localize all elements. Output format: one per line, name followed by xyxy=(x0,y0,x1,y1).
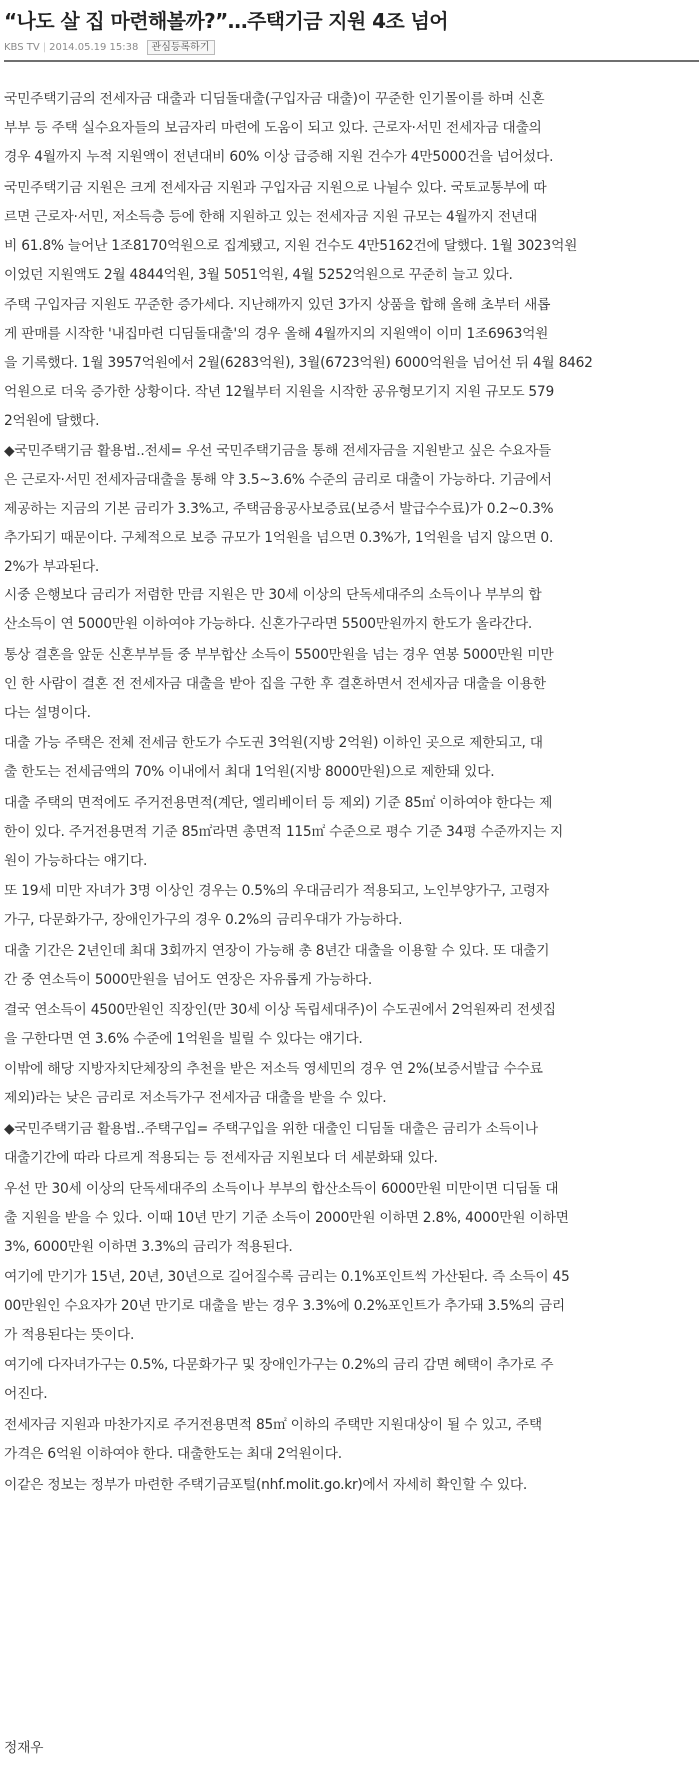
title-divider xyxy=(4,60,699,62)
paragraph-line: 3%, 6000만원 이하면 3.3%의 금리가 적용된다. xyxy=(4,1239,293,1255)
paragraph-line: 이같은 정보는 정부가 마련한 주택기금포털(nhf.molit.go.kr)에서 자세히 확인할 수 있다. xyxy=(4,1477,528,1493)
paragraph-line: 게 판매를 시작한 '내집마련 디딤돌대출'의 경우 올해 4월까지의 지원액이 이미 1조6963억원 xyxy=(4,326,549,342)
paragraph-line: 대출 가능 주택은 전체 전세금 한도가 수도권 3억원(지방 2억원) 이하인 곳으로 제한되고, 대 xyxy=(4,735,543,751)
interest-register-button[interactable]: 관심등록하기 xyxy=(147,40,215,55)
article-author: 정재우 xyxy=(4,1740,44,1756)
paragraph-line: 가격은 6억원 이하여야 한다. 대출한도는 최대 2억원이다. xyxy=(4,1446,342,1462)
paragraph-line: 제외)라는 낮은 금리로 저소득가구 전세자금 대출을 받을 수 있다. xyxy=(4,1090,387,1106)
article-paragraph xyxy=(4,1263,692,1350)
paragraph-line: 00만원인 수요자가 20년 만기로 대출을 받는 경우 3.3%에 0.2%포인트가 추가돼 3.5%의 금리 xyxy=(4,1298,566,1314)
paragraph-line: 원이 가능하다는 얘기다. xyxy=(4,853,148,869)
paragraph-line: 2억원에 달했다. xyxy=(4,413,100,429)
paragraph-line: 추가되기 때문이다. 구체적으로 보증 규모가 1억원을 넘으면 0.3%가, 1억원을 넘지 않으면 0. xyxy=(4,530,554,546)
article-paragraph xyxy=(4,1351,692,1409)
article-meta xyxy=(4,40,215,55)
article-paragraph xyxy=(4,789,692,876)
paragraph-line: 또 19세 미만 자녀가 3명 이상인 경우는 0.5%의 우대금리가 적용되고, 노인부양가구, 고령자 xyxy=(4,883,549,899)
paragraph-line: 간 중 연소득이 5000만원을 넘어도 연장은 자유롭게 가능하다. xyxy=(4,972,372,988)
paragraph-line: ◆국민주택기금 활용법..전세= 우선 국민주택기금을 통해 전세자금을 지원받고 싶은 수요자들 xyxy=(4,443,551,459)
paragraph-line: 은 근로자·서민 전세자금대출을 통해 약 3.5~3.6% 수준의 금리로 대출이 가능하다. 기금에서 xyxy=(4,472,552,488)
paragraph-line: 통상 결혼을 앞둔 신혼부부들 중 부부합산 소득이 5500만원을 넘는 경우 연봉 5000만원 미만 xyxy=(4,647,554,663)
article-paragraph xyxy=(4,996,692,1054)
paragraph-line: 대출 주택의 면적에도 주거전용면적(계단, 엘리베이터 등 제외) 기준 85㎡ 이하여야 한다는 제 xyxy=(4,795,553,811)
article-paragraph xyxy=(4,877,692,935)
paragraph-line: 이밖에 해당 지방자치단체장의 추천을 받은 저소득 영세민의 경우 연 2%(보증서발급 수수료 xyxy=(4,1061,543,1077)
paragraph-line: 르면 근로자·서민, 저소득층 등에 한해 지원하고 있는 전세자금 지원 규모는 4월까지 전년대 xyxy=(4,209,538,225)
article-paragraph xyxy=(4,174,692,290)
paragraph-line: 국민주택기금의 전세자금 대출과 디딤돌대출(구입자금 대출)이 꾸준한 인기몰이를 하며 신혼 xyxy=(4,91,545,107)
article-title: “나도 살 집 마련해볼까?”…주택기금 지원 4조 넘어 xyxy=(4,9,448,33)
paragraph-line: 다는 설명이다. xyxy=(4,705,91,721)
paragraph-line: 제공하는 지금의 기본 금리가 3.3%고, 주택금융공사보증료(보증서 발급수수료)가 0.2~0.3% xyxy=(4,501,554,517)
article-paragraph xyxy=(4,437,692,582)
article-source: KBS TV xyxy=(4,42,40,53)
paragraph-line: 여기에 다자녀가구는 0.5%, 다문화가구 및 장애인가구는 0.2%의 금리 감면 혜택이 추가로 주 xyxy=(4,1357,554,1373)
paragraph-line: 전세자금 지원과 마찬가지로 주거전용면적 85㎡ 이하의 주택만 지원대상이 될 수 있고, 주택 xyxy=(4,1417,542,1433)
paragraph-line: 산소득이 연 5000만원 이하여야 가능하다. 신혼가구라면 5500만원까지 한도가 올라간다. xyxy=(4,616,533,632)
article-paragraph xyxy=(4,937,692,995)
paragraph-line: 출 한도는 전세금액의 70% 이내에서 최대 1억원(지방 8000만원)으로 제한돼 있다. xyxy=(4,764,495,780)
paragraph-line: 비 61.8% 늘어난 1조8170억원으로 집계됐고, 지원 건수도 4만5162건에 달했다. 1월 3023억원 xyxy=(4,238,578,254)
meta-divider: | xyxy=(42,42,47,53)
paragraph-line: 국민주택기금 지원은 크게 전세자금 지원과 구입자금 지원으로 나뉠수 있다. 국토교통부에 따 xyxy=(4,180,547,196)
paragraph-line: 가구, 다문화가구, 장애인가구의 경우 0.2%의 금리우대가 가능하다. xyxy=(4,912,403,928)
paragraph-line: 시중 은행보다 금리가 저렴한 만큼 지원은 만 30세 이상의 단독세대주의 소득이나 부부의 합 xyxy=(4,587,542,603)
paragraph-line: 억원으로 더욱 증가한 상황이다. 작년 12월부터 지원을 시작한 공유형모기지 지원 규모도 579 xyxy=(4,384,554,400)
paragraph-line: ◆국민주택기금 활용법..주택구입= 주택구입을 위한 대출인 디딤돌 대출은 금리가 소득이나 xyxy=(4,1121,538,1137)
paragraph-line: 부부 등 주택 실수요자들의 보금자리 마련에 도움이 되고 있다. 근로자·서민 전세자금 대출의 xyxy=(4,120,542,136)
paragraph-line: 여기에 만기가 15년, 20년, 30년으로 길어질수록 금리는 0.1%포인트씩 가산된다. 즉 소득이 45 xyxy=(4,1269,570,1285)
article-paragraph xyxy=(4,1055,692,1113)
article-paragraph xyxy=(4,1115,692,1173)
paragraph-line: 한이 있다. 주거전용면적 기준 85㎡라면 총면적 115㎡ 수준으로 평수 기준 34평 수준까지는 지 xyxy=(4,824,564,840)
paragraph-line: 2%가 부과된다. xyxy=(4,559,100,575)
article-date: 2014.05.19 15:38 xyxy=(49,42,139,53)
paragraph-line: 경우 4월까지 누적 지원액이 전년대비 60% 이상 급증해 지원 건수가 4만5000건을 넘어섰다. xyxy=(4,149,554,165)
paragraph-line: 결국 연소득이 4500만원인 직장인(만 30세 이상 독립세대주)이 수도권에서 2억원짜리 전셋집 xyxy=(4,1002,556,1018)
paragraph-line: 이었던 지원액도 2월 4844억원, 3월 5051억원, 4월 5252억원으로 꾸준히 늘고 있다. xyxy=(4,267,513,283)
article-paragraph xyxy=(4,291,692,436)
paragraph-line: 을 구한다면 연 3.6% 수준에 1억원을 빌릴 수 있다는 얘기다. xyxy=(4,1031,363,1047)
paragraph-line: 주택 구입자금 지원도 꾸준한 증가세다. 지난해까지 있던 3가지 상품을 합해 올해 초부터 새롭 xyxy=(4,297,551,313)
article-paragraph xyxy=(4,729,692,787)
article-paragraph xyxy=(4,1411,692,1469)
paragraph-line: 대출기간에 따라 다르게 적용되는 등 전세자금 지원보다 더 세분화돼 있다. xyxy=(4,1150,438,1166)
paragraph-line: 을 기록했다. 1월 3957억원에서 2월(6283억원), 3월(6723억원) 6000억원을 넘어선 뒤 4월 8462 xyxy=(4,355,593,371)
paragraph-line: 대출 기간은 2년인데 최대 3회까지 연장이 가능해 총 8년간 대출을 이용할 수 있다. 또 대출기 xyxy=(4,943,550,959)
paragraph-line: 가 적용된다는 뜻이다. xyxy=(4,1327,135,1343)
article-paragraph xyxy=(4,1175,692,1262)
article-paragraph xyxy=(4,641,692,728)
article-paragraph xyxy=(4,1471,692,1500)
paragraph-line: 우선 만 30세 이상의 단독세대주의 소득이나 부부의 합산소득이 6000만원 미만이면 디딤돌 대 xyxy=(4,1181,559,1197)
article-paragraph xyxy=(4,85,692,172)
article-paragraph xyxy=(4,581,692,639)
paragraph-line: 출 지원을 받을 수 있다. 이때 10년 만기 기준 소득이 2000만원 이하면 2.8%, 4000만원 이하면 xyxy=(4,1210,569,1226)
paragraph-line: 인 한 사람이 결혼 전 전세자금 대출을 받아 집을 구한 후 결혼하면서 전세자금 대출을 이용한 xyxy=(4,676,546,692)
paragraph-line: 어진다. xyxy=(4,1386,48,1402)
